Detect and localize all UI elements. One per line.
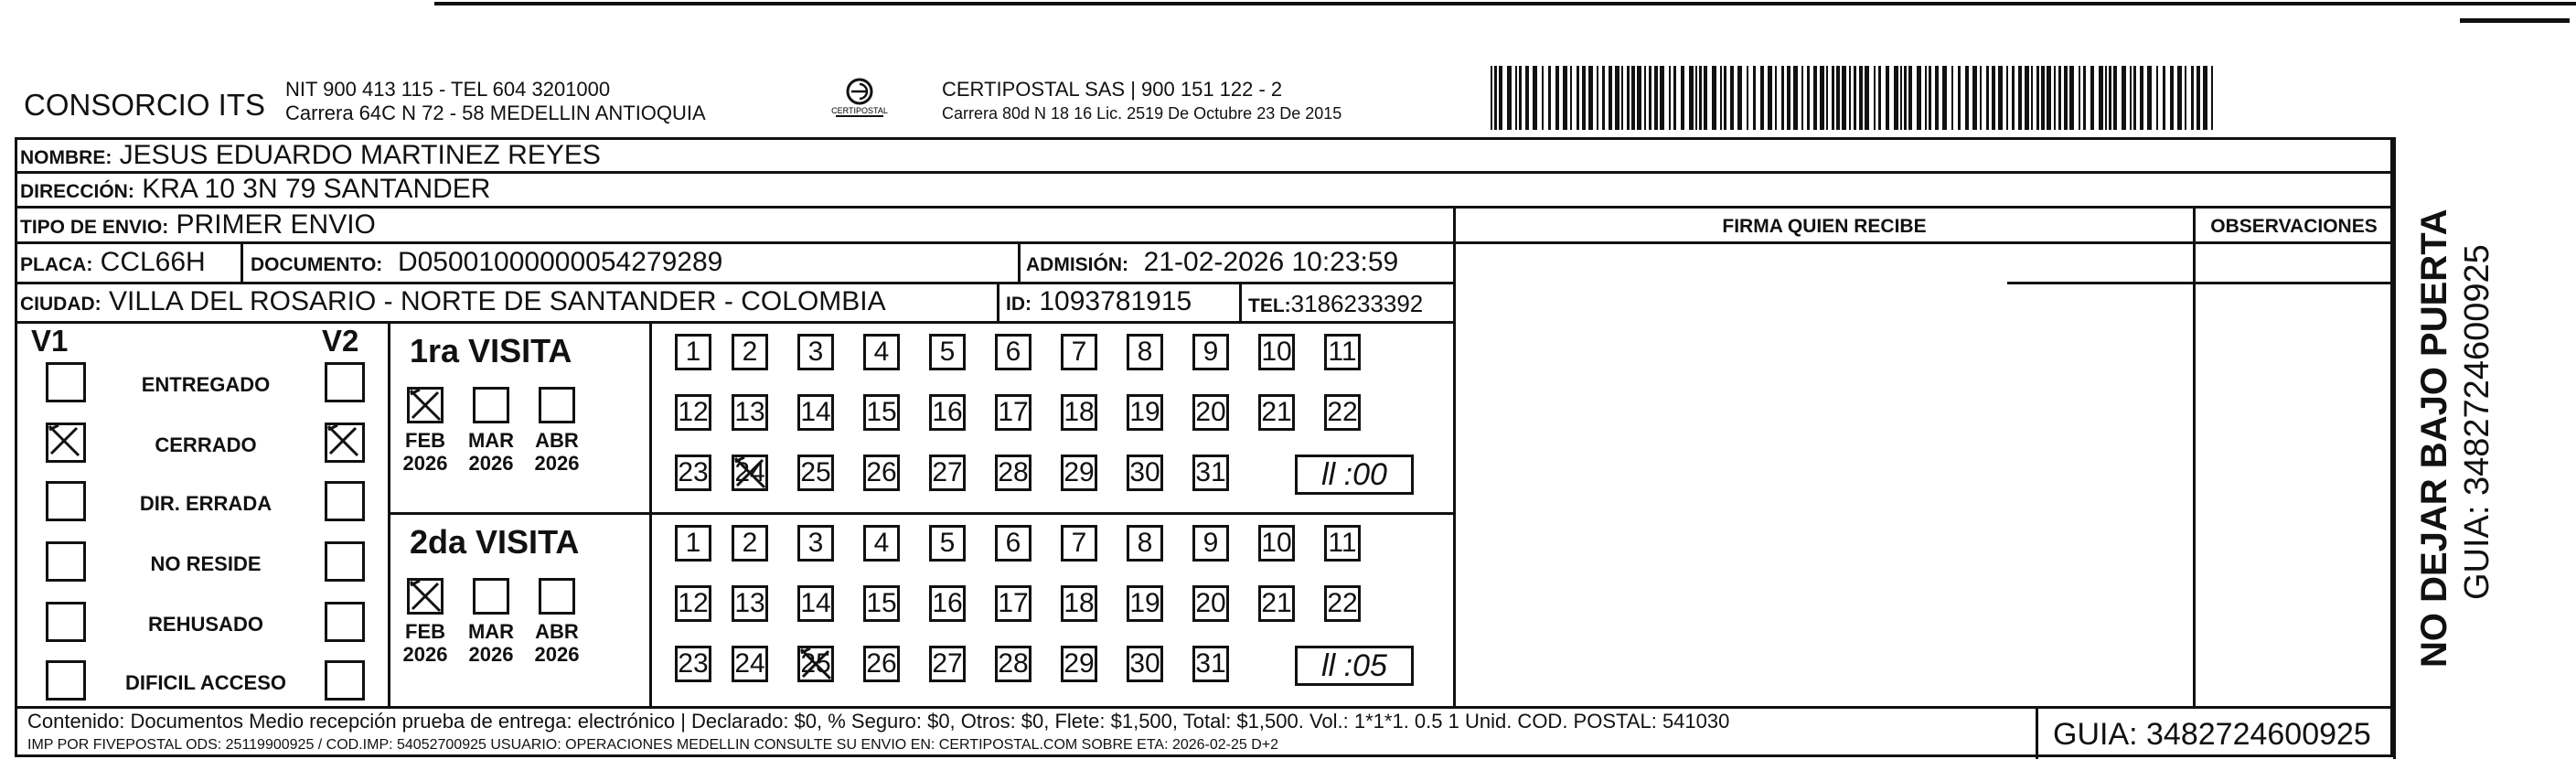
day-box[interactable]: 23: [675, 455, 711, 491]
day-box[interactable]: 8: [1127, 525, 1163, 562]
day-box[interactable]: 13: [732, 585, 768, 622]
day-box[interactable]: 16: [929, 585, 966, 622]
day-box[interactable]: 17: [995, 585, 1031, 622]
signature-area[interactable]: [1463, 284, 2186, 700]
day-box[interactable]: 14: [797, 585, 834, 622]
certipostal-info: [942, 78, 1341, 125]
month-name: MAR: [467, 429, 515, 452]
day-box[interactable]: 23: [675, 646, 711, 682]
ciudad-cell: [20, 286, 886, 320]
tipo-value: PRIMER ENVIO: [176, 209, 376, 240]
x-mark: [797, 646, 832, 680]
day-box[interactable]: 2: [732, 334, 768, 370]
footer-guia: GUIA: 3482724600925: [2053, 717, 2371, 752]
day-box[interactable]: 6: [995, 334, 1031, 370]
month-checkbox[interactable]: [539, 387, 575, 423]
month-year: 2026: [534, 643, 580, 666]
v2-label: V2: [322, 324, 359, 358]
tel-label: TEL:: [1248, 295, 1291, 316]
row-line-5: [15, 321, 1455, 324]
day-box[interactable]: 2: [732, 525, 768, 562]
day-box[interactable]: 15: [863, 394, 900, 431]
company-address: Carrera 64C N 72 - 58 MEDELLIN ANTIOQUIA: [285, 102, 706, 124]
footer-guia-divider: [2036, 706, 2038, 759]
visit-divider: [388, 512, 1453, 515]
day-box[interactable]: 16: [929, 394, 966, 431]
month-label: [462, 429, 520, 475]
day-box[interactable]: 31: [1192, 455, 1229, 491]
certipostal-license: Carrera 80d N 18 16 Lic. 2519 De Octubre 23 De 2015: [942, 104, 1342, 123]
day-box[interactable]: 9: [1192, 334, 1229, 370]
day-box[interactable]: 1: [675, 334, 711, 370]
day-box[interactable]: 30: [1127, 455, 1163, 491]
footer-contenido: Contenido: Documentos Medio recepción prueba de entrega: electrónico | Declarado: $0, % Seguro: $0, Otros: $0, Flete: $1,500, Total: $1,500. Vol.: 1*1*1. 0.5 1 Unid. COD. POSTAL: 541030: [27, 710, 1730, 733]
month-name: MAR: [467, 620, 515, 643]
day-box[interactable]: 13: [732, 394, 768, 431]
month-label: [462, 620, 520, 666]
month-label: [396, 620, 454, 666]
day-box[interactable]: 11: [1324, 334, 1361, 370]
status-option-label: NO RESIDE: [150, 552, 262, 575]
day-box[interactable]: 31: [1192, 646, 1229, 682]
barcode: [1491, 66, 2218, 132]
day-box[interactable]: 12: [675, 394, 711, 431]
day-box[interactable]: 4: [863, 334, 900, 370]
time-field[interactable]: ll :05: [1295, 646, 1414, 686]
v2-checkbox[interactable]: [325, 541, 365, 582]
day-box[interactable]: 19: [1127, 585, 1163, 622]
tipo-label: TIPO DE ENVIO:: [20, 217, 169, 238]
v2-checkbox[interactable]: [325, 481, 365, 521]
top-edge-mark: [2460, 18, 2570, 23]
day-box[interactable]: 9: [1192, 525, 1229, 562]
direccion-row: [20, 174, 490, 208]
month-label: [396, 429, 454, 475]
admision-cell: [1026, 247, 1398, 281]
company-nit: NIT 900 413 115 - TEL 604 3201000: [285, 78, 611, 101]
x-mark: [732, 455, 766, 489]
day-box[interactable]: 1: [675, 525, 711, 562]
v1-checkbox[interactable]: [46, 481, 86, 521]
day-box[interactable]: 18: [1061, 394, 1097, 431]
status-option-label: REHUSADO: [148, 613, 263, 636]
admision-value: 21-02-2026 10:23:59: [1143, 247, 1399, 277]
day-box[interactable]: 3: [797, 525, 834, 562]
day-box[interactable]: 20: [1192, 394, 1229, 431]
day-box[interactable]: 21: [1258, 394, 1295, 431]
direccion-value: KRA 10 3N 79 SANTANDER: [142, 174, 491, 204]
day-box[interactable]: 6: [995, 525, 1031, 562]
tel-cell: [1248, 288, 1423, 322]
month-year: 2026: [402, 452, 448, 475]
day-box[interactable]: 24: [732, 455, 768, 491]
day-box[interactable]: 30: [1127, 646, 1163, 682]
day-box[interactable]: 10: [1258, 525, 1295, 562]
day-box[interactable]: 29: [1061, 455, 1097, 491]
company-info: [285, 78, 706, 125]
v1-checkbox[interactable]: [46, 602, 86, 642]
obs-divider: [2193, 206, 2196, 706]
month-label: [528, 620, 586, 666]
x-mark: [46, 423, 80, 457]
day-box[interactable]: 26: [863, 455, 900, 491]
documento-cell: [251, 247, 722, 281]
month-name: ABR: [535, 429, 579, 452]
x-mark: [407, 387, 442, 422]
day-box[interactable]: 10: [1258, 334, 1295, 370]
day-box[interactable]: 12: [675, 585, 711, 622]
id-cell: [1006, 286, 1192, 320]
x-mark: [407, 578, 442, 613]
placa-cell: [20, 247, 206, 281]
v2-checkbox[interactable]: [325, 362, 365, 402]
certipostal-name: CERTIPOSTAL SAS | 900 151 122 - 2: [942, 78, 1283, 101]
nombre-row: [20, 140, 601, 174]
v2-checkbox[interactable]: [325, 602, 365, 642]
day-box[interactable]: 25: [797, 455, 834, 491]
month-checkbox[interactable]: [407, 387, 444, 423]
month-year: 2026: [468, 643, 514, 666]
right-frame-edge: [2393, 137, 2396, 759]
day-box[interactable]: 19: [1127, 394, 1163, 431]
day-box[interactable]: 22: [1324, 585, 1361, 622]
tipo-row: [20, 209, 376, 243]
tel-value: 3186233392: [1290, 290, 1424, 317]
day-box[interactable]: 17: [995, 394, 1031, 431]
status-option-label: ENTREGADO: [141, 373, 271, 396]
observaciones-label: OBSERVACIONES: [2210, 216, 2378, 237]
day-box[interactable]: 29: [1061, 646, 1097, 682]
documento-label: DOCUMENTO:: [251, 254, 383, 275]
day-box[interactable]: 22: [1324, 394, 1361, 431]
documento-value: D05001000000054279289: [397, 247, 723, 277]
month-year: 2026: [534, 452, 580, 475]
logo-text: CERTIPOSTAL: [831, 106, 888, 115]
month-year: 2026: [402, 643, 448, 666]
day-box[interactable]: 3: [797, 334, 834, 370]
ciudad-label: CIUDAD:: [20, 294, 102, 315]
side-warning: NO DEJAR BAJO PUERTA: [2414, 209, 2454, 668]
month-name: FEB: [405, 429, 445, 452]
v1-checkbox[interactable]: [46, 423, 86, 463]
admision-label: ADMISIÓN:: [1026, 254, 1128, 275]
ciudad-value: VILLA DEL ROSARIO - NORTE DE SANTANDER - COLOMBIA: [109, 286, 886, 316]
v2-checkbox[interactable]: [325, 423, 365, 463]
x-mark: [325, 423, 359, 457]
firma-label: FIRMA QUIEN RECIBE: [1722, 216, 1927, 237]
month-checkbox[interactable]: [539, 578, 575, 615]
id-value: 1093781915: [1039, 286, 1192, 316]
company-name: CONSORCIO ITS: [24, 88, 266, 122]
v2-checkbox[interactable]: [325, 660, 365, 701]
nombre-value: JESUS EDUARDO MARTINEZ REYES: [119, 140, 601, 170]
footer-imp: IMP POR FIVEPOSTAL ODS: 25119900925 / COD.IMP: 54052700925 USUARIO: OPERACIONES MEDELLIN CONSULTE SU ENVIO EN: CERTIPOSTAL.COM SOBRE ETA: 2026-02-25 D+2: [27, 737, 1279, 753]
month-checkbox[interactable]: [473, 578, 509, 615]
observations-area[interactable]: [2199, 284, 2387, 700]
tel-divider: [1239, 282, 1242, 321]
placa-value: CCL66H: [100, 247, 206, 277]
day-box[interactable]: 25: [797, 646, 834, 682]
admision-divider: [1018, 241, 1021, 282]
day-box[interactable]: 28: [995, 455, 1031, 491]
visit-title: 1ra VISITA: [410, 332, 572, 369]
day-box[interactable]: 27: [929, 455, 966, 491]
day-box[interactable]: 4: [863, 525, 900, 562]
certipostal-logo: [823, 73, 896, 126]
month-name: FEB: [405, 620, 445, 643]
id-label: ID:: [1006, 294, 1031, 315]
day-box[interactable]: 7: [1061, 525, 1097, 562]
visit-title: 2da VISITA: [410, 523, 580, 561]
v1-checkbox[interactable]: [46, 660, 86, 701]
v1-checkbox[interactable]: [46, 541, 86, 582]
firma-divider: [1453, 206, 1456, 706]
month-label: [528, 429, 586, 475]
id-divider: [997, 282, 999, 321]
placa-divider: [240, 241, 243, 282]
month-checkbox[interactable]: [473, 387, 509, 423]
v1-label: V1: [31, 324, 69, 358]
day-box[interactable]: 5: [929, 525, 966, 562]
day-box[interactable]: 7: [1061, 334, 1097, 370]
day-box[interactable]: 21: [1258, 585, 1295, 622]
direccion-label: DIRECCIÓN:: [20, 181, 134, 202]
day-box[interactable]: 15: [863, 585, 900, 622]
day-box[interactable]: 24: [732, 646, 768, 682]
v1-checkbox[interactable]: [46, 362, 86, 402]
side-guia: GUIA: 3482724600925: [2458, 244, 2496, 600]
month-year: 2026: [468, 452, 514, 475]
day-box[interactable]: 18: [1061, 585, 1097, 622]
day-box[interactable]: 27: [929, 646, 966, 682]
day-box[interactable]: 5: [929, 334, 966, 370]
day-box[interactable]: 14: [797, 394, 834, 431]
placa-label: PLACA:: [20, 254, 93, 275]
day-box[interactable]: 8: [1127, 334, 1163, 370]
status-option-label: DIR. ERRADA: [139, 492, 273, 515]
day-box[interactable]: 20: [1192, 585, 1229, 622]
top-edge-line: [434, 2, 2576, 5]
status-option-label: CERRADO: [155, 433, 257, 456]
nombre-label: NOMBRE:: [20, 147, 112, 168]
time-field[interactable]: ll :00: [1295, 455, 1414, 495]
day-box[interactable]: 26: [863, 646, 900, 682]
day-box[interactable]: 11: [1324, 525, 1361, 562]
month-name: ABR: [535, 620, 579, 643]
month-checkbox[interactable]: [407, 578, 444, 615]
day-box[interactable]: 28: [995, 646, 1031, 682]
status-option-label: DIFICIL ACCESO: [124, 671, 286, 694]
